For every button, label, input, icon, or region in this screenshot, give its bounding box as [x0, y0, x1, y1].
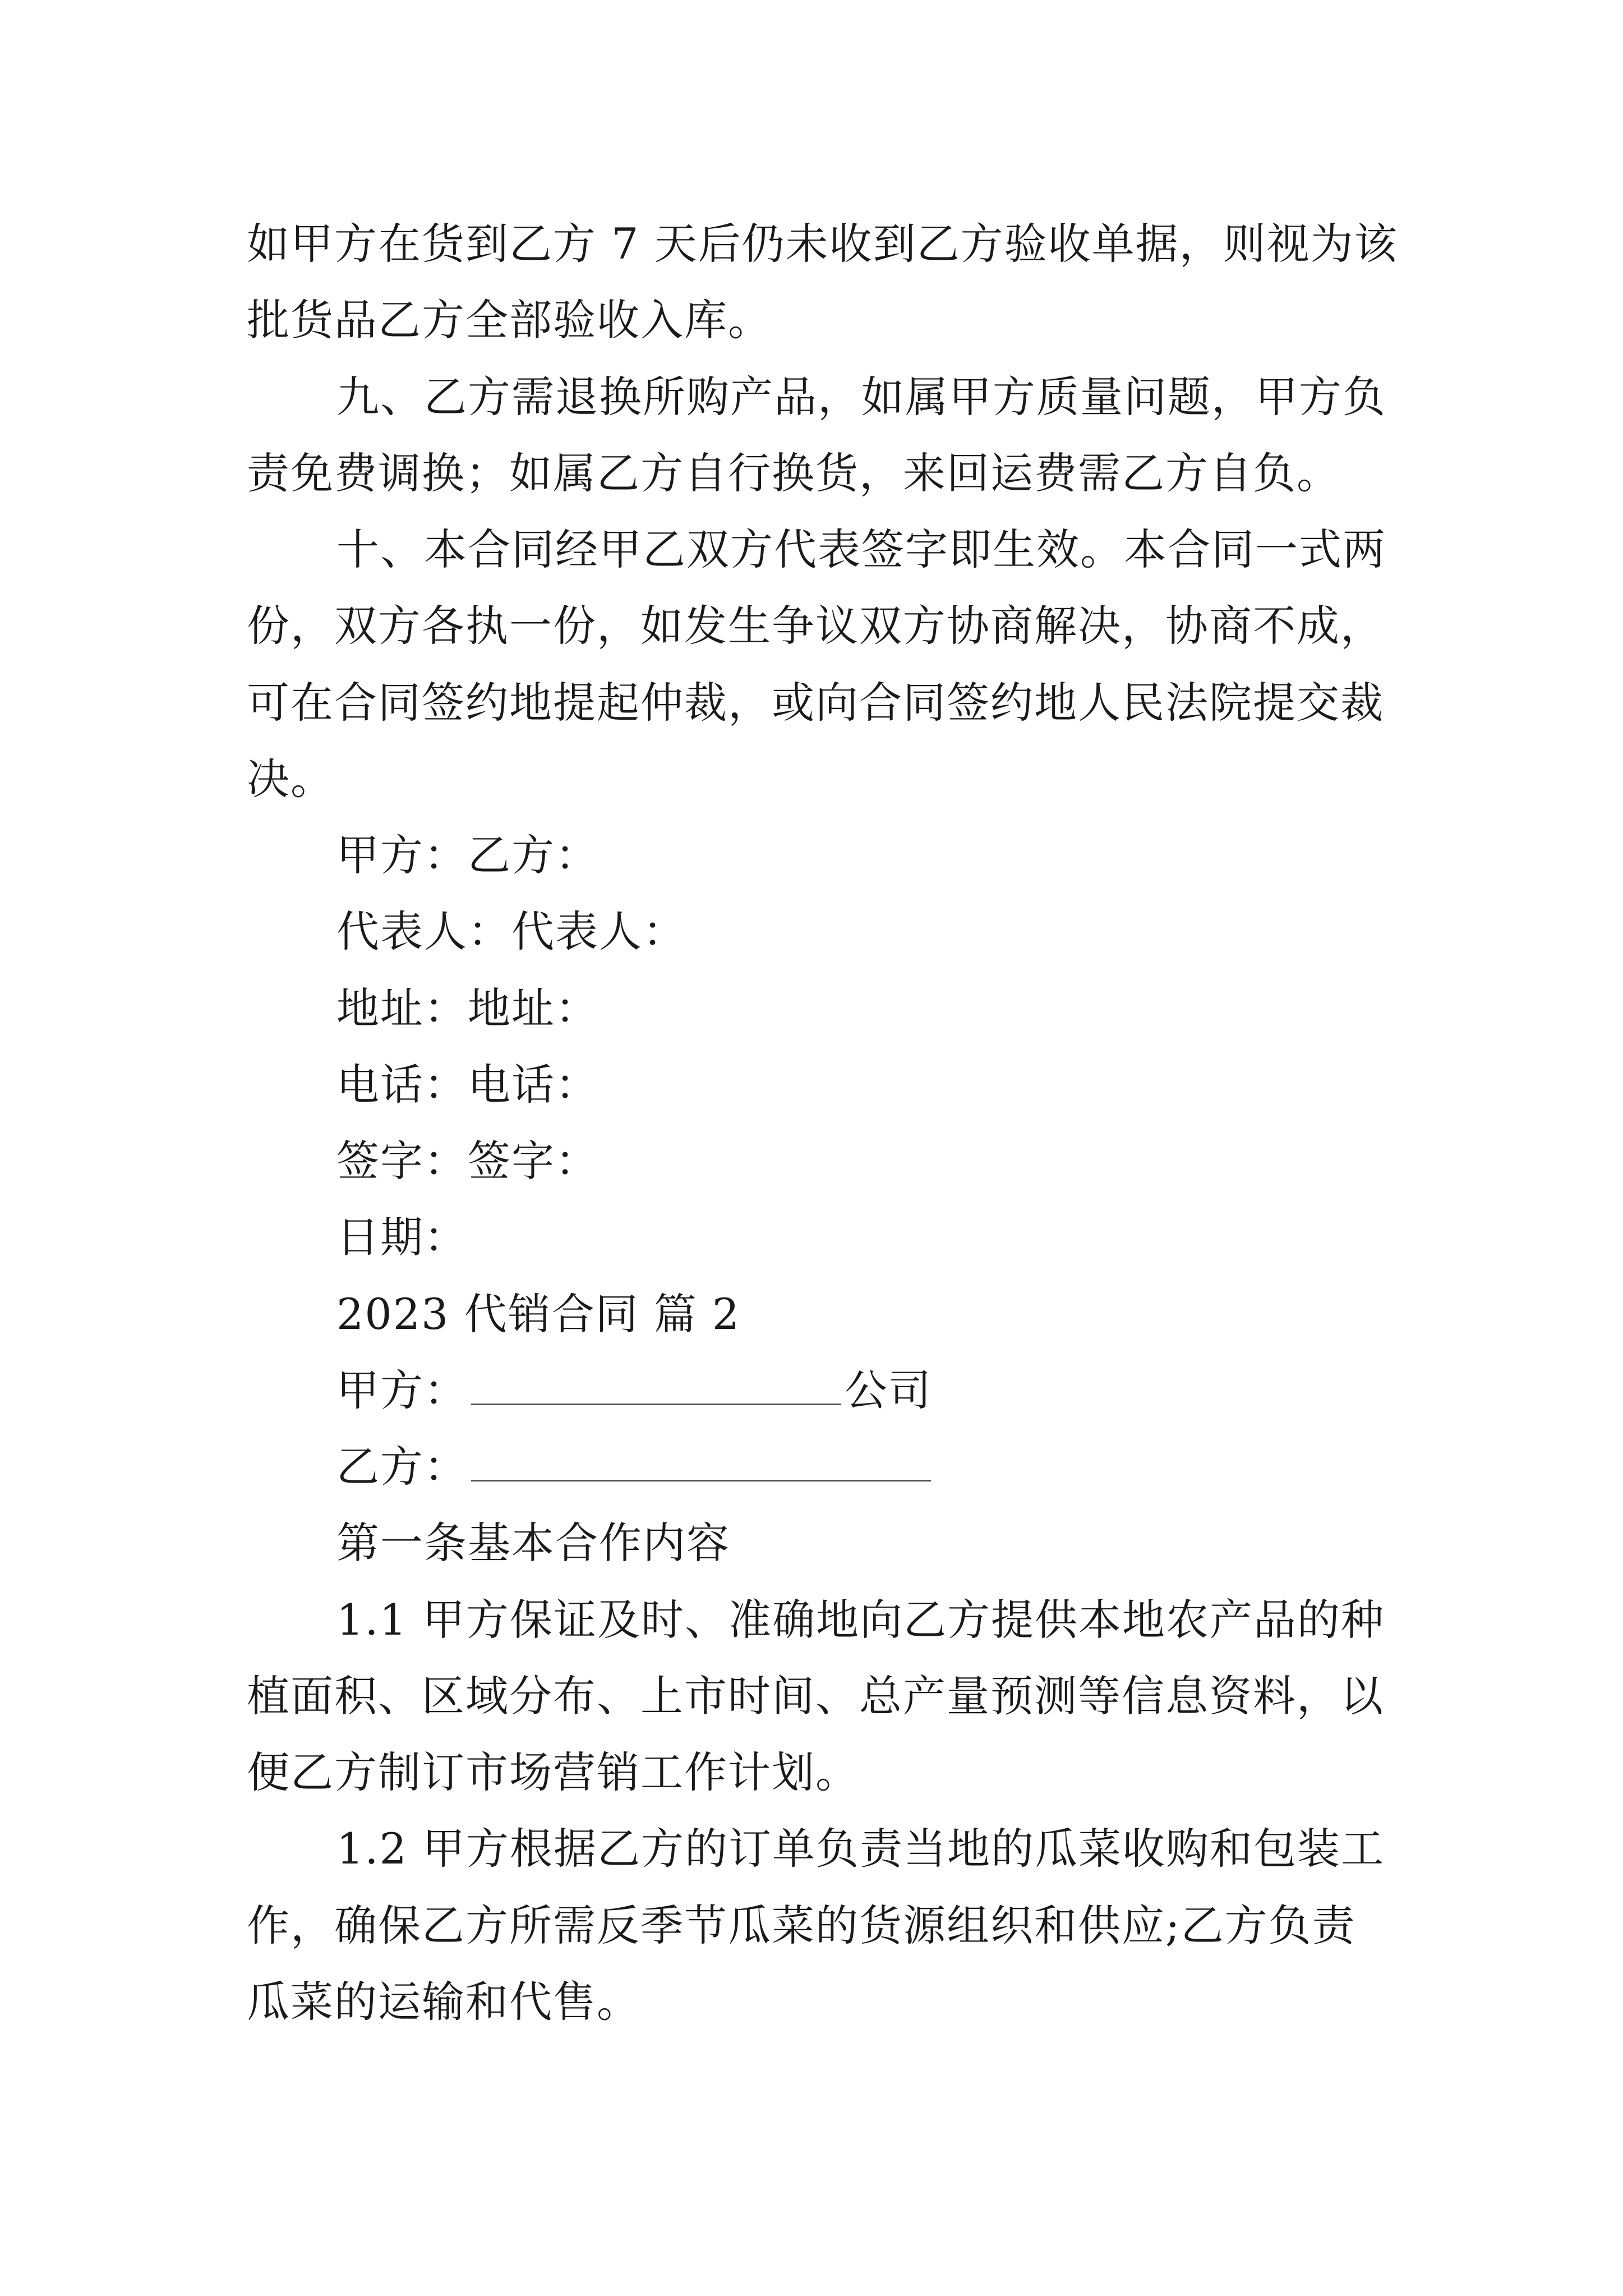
paragraph-line: 1.1 甲方保证及时、准确地向乙方提供本地农产品的种 — [336, 1595, 1385, 1645]
paragraph-line: 份，双方各执一份，如发生争议双方协商解决，协商不成， — [247, 601, 1384, 651]
signature-date: 日期： — [336, 1212, 468, 1262]
signature-parties: 甲方：乙方： — [336, 830, 599, 880]
party-a-label: 甲方： — [336, 1365, 468, 1415]
paragraph-line: 1.2 甲方根据乙方的订单负责当地的瓜菜收购和包装工 — [336, 1824, 1385, 1874]
paragraph-line: 十、本合同经甲乙双方代表签字即生效。本合同一式两 — [336, 524, 1386, 574]
paragraph-line: 批货品乙方全部验收入库。 — [247, 295, 772, 345]
signature-representatives: 代表人：代表人： — [336, 907, 686, 956]
party-a-line — [336, 1363, 932, 1419]
signature-phones: 电话：电话： — [336, 1060, 599, 1110]
party-b-line — [336, 1439, 934, 1495]
paragraph-line: 瓜菜的运输和代售。 — [247, 1977, 640, 2027]
section-heading: 2023 代销合同 篇 2 — [336, 1289, 741, 1339]
paragraph-line: 责免费调换；如属乙方自行换货，来回运费需乙方自负。 — [247, 448, 1340, 498]
party-b-blank — [471, 1441, 931, 1481]
paragraph-line: 如甲方在货到乙方 7 天后仍未收到乙方验收单据，则视为该 — [247, 219, 1398, 269]
signature-signatures: 签字：签字： — [336, 1136, 599, 1186]
party-a-suffix: 公司 — [845, 1365, 932, 1415]
paragraph-line: 便乙方制订市场营销工作计划。 — [247, 1747, 859, 1797]
article-title: 第一条基本合作内容 — [336, 1518, 730, 1568]
party-a-blank — [471, 1364, 841, 1405]
paragraph-line: 植面积、区域分布、上市时间、总产量预测等信息资料，以 — [247, 1671, 1384, 1721]
party-b-label: 乙方： — [336, 1442, 468, 1492]
paragraph-line: 可在合同签约地提起仲裁，或向合同签约地人民法院提交裁 — [247, 678, 1384, 728]
paragraph-line: 九、乙方需退换所购产品，如属甲方质量问题，甲方负 — [336, 372, 1386, 422]
paragraph-line: 作，确保乙方所需反季节瓜菜的货源组织和供应;乙方负责 — [247, 1901, 1356, 1950]
paragraph-line: 决。 — [247, 754, 334, 804]
signature-addresses: 地址：地址： — [336, 983, 599, 1033]
